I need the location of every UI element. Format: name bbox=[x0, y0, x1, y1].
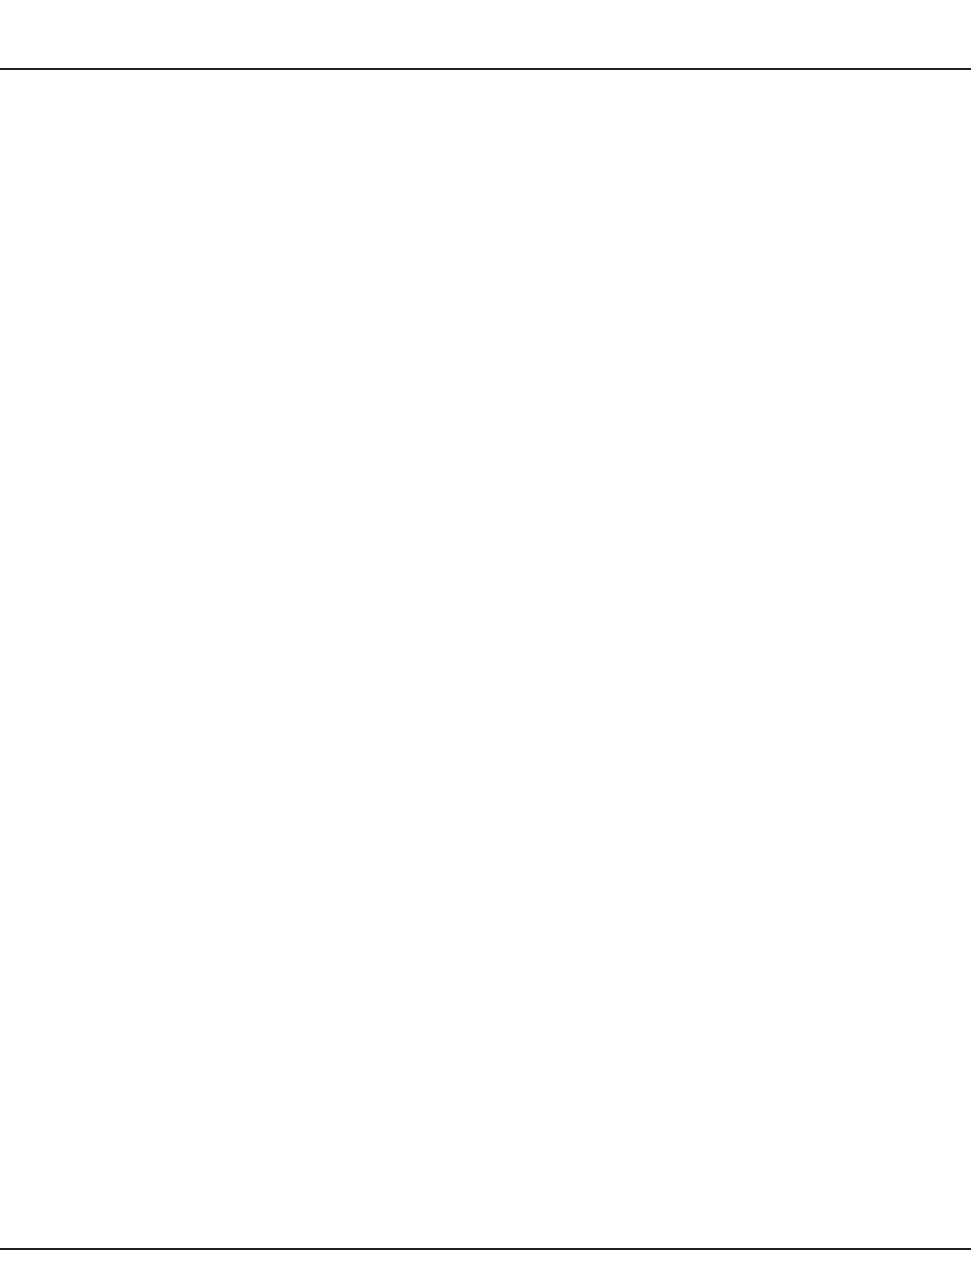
footer-rule bbox=[0, 1248, 971, 1250]
header-rule bbox=[0, 68, 971, 70]
